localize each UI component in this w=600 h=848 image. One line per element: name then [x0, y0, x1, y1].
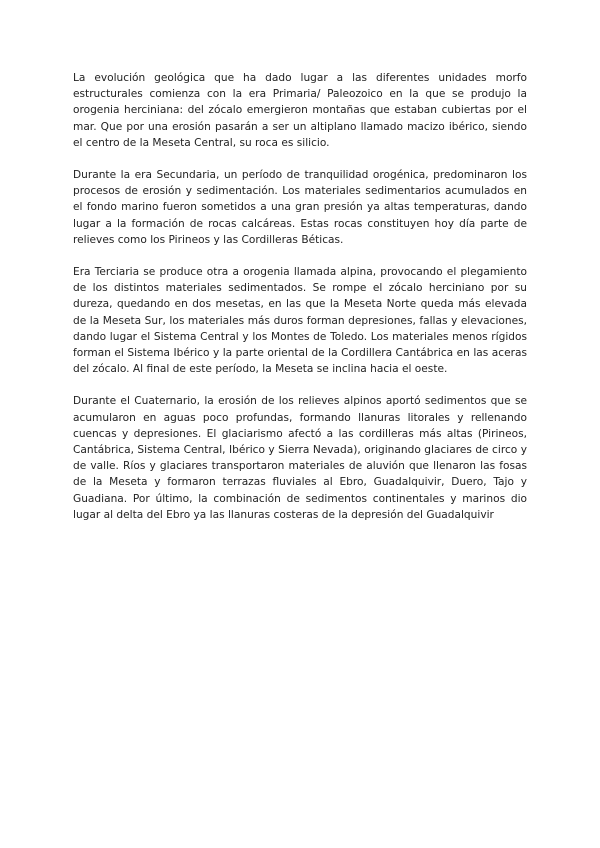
paragraph-tertiary-era: Era Terciaria se produce otra a orogenia llamada alpina, provocando el plegamiento de los distintos materiales sedimentados. Se rompe el zócalo herciniano por su dureza, quedando en dos mesetas, en las que la Meseta Norte queda más elevada de la Meseta Sur, los materiales más duros forman depresiones, fallas y elevaciones, dando lugar el Sistema Central y los Montes de Toledo. Los materiales menos rígidos forman el Sistema Ibérico y la parte oriental de la Cordillera Cantábrica en las aceras del zócalo. Al final de este período, la Meseta se inclina hacia el oeste. — [73, 266, 527, 376]
document-body — [73, 70, 527, 539]
paragraph-quaternary: Durante el Cuaternario, la erosión de los relieves alpinos aportó sedimentos que se acumularon en aguas poco profundas, formando llanuras litorales y rellenando cuencas y depresiones. El glaciarismo afectó a las cordilleras más altas (Pirineos, Cantábrica, Sistema Central, Ibérico y Sierra Nevada), originando glaciares de circo y de valle. Ríos y glaciares transportaron materiales de aluvión que llenaron las fosas de la Meseta y formaron terrazas fluviales al Ebro, Guadalquivir, Duero, Tajo y Guadiana. Por último, la combinación de sedimentos continentales y marinos dio lugar al delta del Ebro ya las llanuras costeras de la depresión del Guadalquivir — [73, 395, 527, 521]
paragraph-paleozoic: La evolución geológica que ha dado lugar a las diferentes unidades morfo estructurales comienza con la era Primaria/ Paleozoico en la que se produjo la orogenia herciniana: del zócalo emergieron montañas que estaban cubiertas por el mar. Que por una erosión pasarán a ser un altiplano llamado macizo ibérico, siendo el centro de la Meseta Central, su roca es silicio. — [73, 72, 527, 149]
paragraph-secondary-era: Durante la era Secundaria, un período de tranquilidad orogénica, predominaron los procesos de erosión y sedimentación. Los materiales sedimentarios acumulados en el fondo marino fueron sometidos a una gran presión ya altas temperaturas, dando lugar a la formación de rocas calcáreas. Estas rocas constituyen hoy día parte de relieves como los Pirineos y las Cordilleras Béticas. — [73, 169, 527, 246]
